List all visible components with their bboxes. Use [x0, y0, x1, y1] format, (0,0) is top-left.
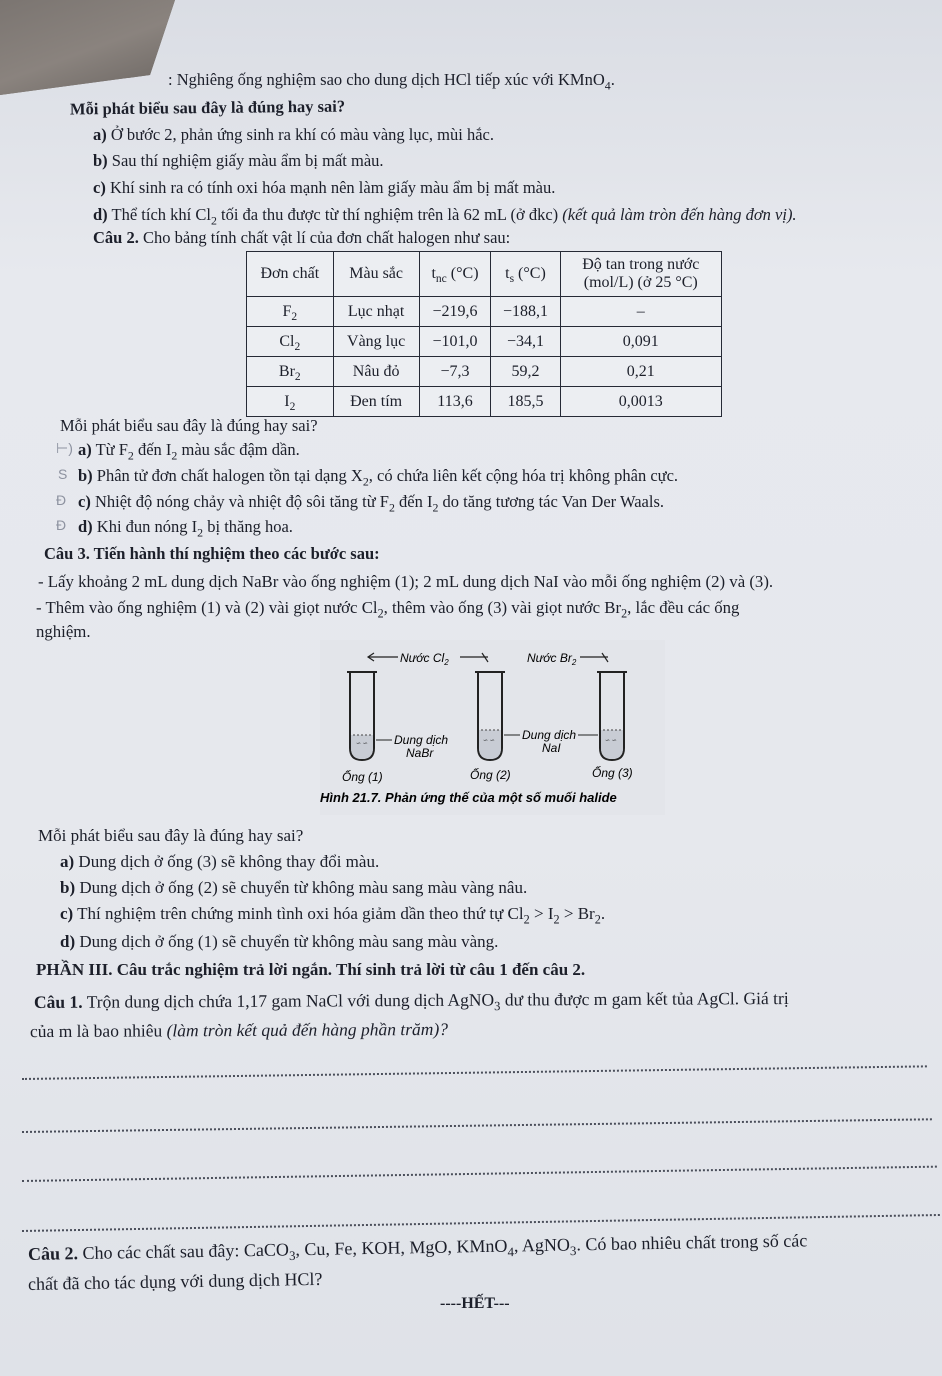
br2-label: Nước $Br_2$ — [527, 651, 577, 667]
cell-color: Vàng lục — [333, 327, 419, 357]
cell-solubility: 0,21 — [560, 357, 721, 387]
cell-solubility: 0,091 — [560, 327, 721, 357]
cell-color: Đen tím — [333, 387, 419, 417]
table-row — [247, 327, 722, 357]
nabr-label-1: Dung dịch — [394, 733, 449, 747]
q1-a: a) Ở bước 2, phản ứng sinh ra khí có màu vàng lục, mùi hắc. — [93, 125, 494, 144]
q3-step2: - Thêm vào ống nghiệm (1) và (2) vài giọt nước $Cl_2$, thêm vào ống (3) vài giọt nước $Br_2$, lắc đều các ống — [36, 598, 740, 621]
q3-step2-end: nghiệm. — [36, 622, 91, 641]
cell-substance: $I_2$ — [247, 387, 334, 417]
pencil-mark: ⊢) — [56, 440, 73, 456]
cell-melting: −219,6 — [419, 297, 491, 327]
table-header-row — [247, 252, 722, 297]
end-marker: ----HẾT--- — [440, 1295, 510, 1312]
figure-background — [320, 640, 665, 815]
pencil-mark: Ð — [56, 517, 67, 533]
cell-melting: 113,6 — [419, 387, 491, 417]
q2-b: b) Phân tử đơn chất halogen tồn tại dạng $X_2$, có chứa liên kết cộng hóa trị không phân cực. — [78, 466, 679, 489]
q3-prompt: Mỗi phát biểu sau đây là đúng hay sai? — [38, 826, 304, 845]
nai-label-2: NaI — [542, 741, 561, 755]
header-color: Màu sắc — [333, 252, 419, 297]
p3-q2-line2: chất đã cho tác dụng với dung dịch HCl? — [27, 1268, 323, 1294]
q3-d: d) Dung dịch ở ống (1) sẽ chuyển từ không màu sang màu vàng. — [60, 932, 499, 951]
q1-d: d) Thể tích khí $Cl_2$ tối đa thu được từ thí nghiệm trên là 62 mL (ở đkc) (kết quả làm tròn đến hàng đơn vị). — [93, 205, 797, 228]
nabr-label-2: NaBr — [406, 746, 434, 760]
header-melting: $t_{nc}$ (°C) — [419, 252, 491, 297]
q3-step1: - Lấy khoảng 2 mL dung dịch NaBr vào ống nghiệm (1); 2 mL dung dịch NaI vào mỗi ống nghiệm (2) và (3). — [38, 572, 774, 591]
cell-color: Nâu đỏ — [333, 357, 419, 387]
cell-boiling: −34,1 — [491, 327, 560, 357]
pencil-mark: Ð — [56, 492, 67, 508]
header-fragment: : Nghiêng ống nghiệm sao cho dung dịch HCl tiếp xúc với KMnO$_4$. — [168, 70, 615, 93]
cell-solubility: 0,0013 — [560, 387, 721, 417]
cell-substance: $F_2$ — [247, 297, 334, 327]
p3-q1-line2: của m là bao nhiêu (làm tròn kết quả đến hàng phần trăm)? — [29, 1018, 449, 1042]
nai-label-1: Dung dịch — [522, 728, 577, 742]
p3-q1: Câu 1. Trộn dung dịch chứa 1,17 gam NaCl với dung dịch AgNO$_3$ dư thu được m gam kết tủa AgCl. Giá trị — [33, 988, 789, 1014]
table-row — [247, 387, 722, 417]
tube-3-label: Ống (3) — [592, 766, 633, 780]
cell-melting: −7,3 — [419, 357, 491, 387]
q2-d: d) Khi đun nóng $I_2$ bị thăng hoa. — [78, 517, 293, 540]
cell-boiling: 185,5 — [491, 387, 560, 417]
tube-2-liquid — [479, 730, 501, 759]
header-solubility: Độ tan trong nước (mol/L) (ở 25 °C) — [560, 252, 721, 297]
cell-melting: −101,0 — [419, 327, 491, 357]
table-row — [247, 297, 722, 327]
tube-1-label: Ống (1) — [342, 770, 383, 784]
cell-boiling: −188,1 — [491, 297, 560, 327]
q3-title: Câu 3. Tiến hành thí nghiệm theo các bước sau: — [44, 544, 380, 563]
q2-c: c) Nhiệt độ nóng chảy và nhiệt độ sôi tăng từ $F_2$ đến $I_2$ do tăng tương tác Van Der Waals. — [78, 492, 665, 515]
tube-2-bubbles: ∽ ∽ — [483, 738, 495, 744]
q1-c: c) Khí sinh ra có tính oxi hóa mạnh nên làm giấy màu ẩm bị mất màu. — [93, 178, 556, 197]
q2-intro: Câu 2. Cho bảng tính chất vật lí của đơn chất halogen như sau: — [93, 228, 511, 247]
halogen-table — [246, 251, 722, 417]
figure-caption: Hình 21.7. Phản ứng thế của một số muối halide — [320, 790, 617, 805]
tube-1-bubbles: ∽ ∽ — [356, 741, 368, 747]
tube-1-liquid — [351, 735, 373, 759]
q3-c: c) Thí nghiệm trên chứng minh tình oxi hóa giảm dần theo thứ tự $Cl_2 > I_2 > Br_2$. — [60, 904, 606, 927]
cell-substance: $Cl_2$ — [247, 327, 334, 357]
cell-color: Lục nhạt — [333, 297, 419, 327]
table-row — [247, 357, 722, 387]
q1-b: b) Sau thí nghiệm giấy màu ẩm bị mất màu. — [93, 151, 384, 170]
q2-a: a) Từ $F_2$ đến $I_2$ màu sắc đậm dần. — [78, 440, 300, 463]
p3-q2: Câu 2. Cho các chất sau đây: CaCO$_3$, Cu, Fe, KOH, MgO, KMnO$_4$, AgNO$_3$. Có bao nhiêu chất trong số các — [27, 1230, 808, 1264]
pencil-mark: S — [58, 466, 68, 482]
q3-b: b) Dung dịch ở ống (2) sẽ chuyển từ không màu sang màu vàng nâu. — [60, 878, 528, 897]
q1-prompt: Mỗi phát biểu sau đây là đúng hay sai? — [69, 96, 346, 119]
test-tube-figure — [320, 640, 665, 815]
tube-2-label: Ống (2) — [470, 768, 511, 782]
q2-prompt: Mỗi phát biểu sau đây là đúng hay sai? — [60, 416, 318, 435]
tube-3-liquid — [601, 730, 623, 759]
header-boiling: $t_s$ (°C) — [491, 252, 560, 297]
part3-title: PHẦN III. Câu trắc nghiệm trả lời ngắn. Thí sinh trả lời từ câu 1 đến câu 2. — [36, 960, 586, 979]
cell-substance: $Br_2$ — [247, 357, 334, 387]
tube-3-bubbles: ∽ ∽ — [605, 738, 617, 744]
cell-solubility: – — [560, 297, 721, 327]
cl2-label: Nước $Cl_2$ — [400, 651, 449, 667]
header-substance: Đơn chất — [247, 252, 334, 297]
q3-a: a) Dung dịch ở ống (3) sẽ không thay đổi màu. — [60, 852, 380, 871]
cell-boiling: 59,2 — [491, 357, 560, 387]
